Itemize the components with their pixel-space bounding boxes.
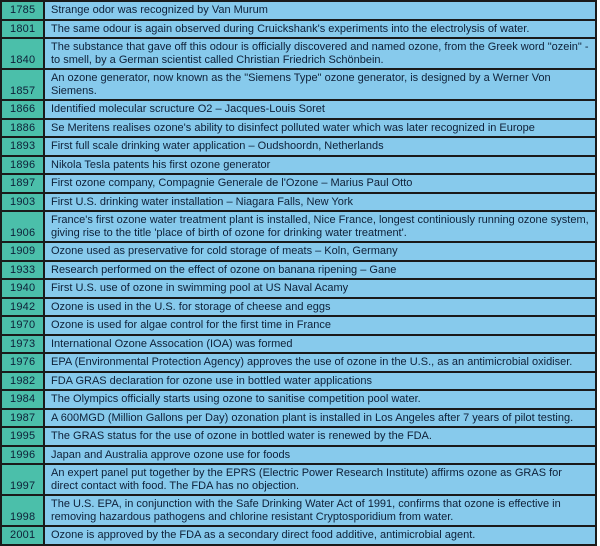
event-cell: An expert panel put together by the EPRS (Electric Power Research Institute) affirms ozone as GRAS for direct contact with food. The FDA has no objection. [44, 464, 596, 495]
table-row [1, 193, 596, 212]
event-cell: The Olympics officially starts using ozone to sanitise competition pool water. [44, 390, 596, 409]
year-cell: 1909 [1, 242, 44, 261]
event-cell: Ozone is used for algae control for the first time in France [44, 316, 596, 335]
year-cell: 1840 [1, 38, 44, 69]
event-cell: Japan and Australia approve ozone use for foods [44, 446, 596, 465]
year-cell: 1976 [1, 353, 44, 372]
table-row [1, 137, 596, 156]
event-cell: First U.S. use of ozone in swimming pool at US Naval Acamy [44, 279, 596, 298]
event-cell: First U.S. drinking water installation – Niagara Falls, New York [44, 193, 596, 212]
year-cell: 2001 [1, 526, 44, 545]
event-cell: Identified molecular scructure O2 – Jacques-Louis Soret [44, 100, 596, 119]
table-row [1, 174, 596, 193]
table-row [1, 211, 596, 242]
year-cell: 1982 [1, 372, 44, 391]
event-cell: The GRAS status for the use of ozone in bottled water is renewed by the FDA. [44, 427, 596, 446]
event-cell: Research performed on the effect of ozone on banana ripening – Gane [44, 261, 596, 280]
table-row [1, 100, 596, 119]
table-row [1, 119, 596, 138]
table-row [1, 279, 596, 298]
table-row [1, 464, 596, 495]
year-cell: 1801 [1, 20, 44, 39]
table-row [1, 353, 596, 372]
table-row [1, 1, 596, 20]
table-row [1, 526, 596, 545]
year-cell: 1973 [1, 335, 44, 354]
table-row [1, 38, 596, 69]
event-cell: Ozone is used in the U.S. for storage of cheese and eggs [44, 298, 596, 317]
year-cell: 1987 [1, 409, 44, 428]
table-row [1, 495, 596, 526]
year-cell: 1896 [1, 156, 44, 175]
table-row [1, 156, 596, 175]
event-cell: Strange odor was recognized by Van Murum [44, 1, 596, 20]
event-cell: EPA (Environmental Protection Agency) approves the use of ozone in the U.S., as an antimicrobial oxidiser. [44, 353, 596, 372]
event-cell: The same odour is again observed during Cruickshank's experiments into the electrolysis of water. [44, 20, 596, 39]
year-cell: 1995 [1, 427, 44, 446]
year-cell: 1998 [1, 495, 44, 526]
year-cell: 1940 [1, 279, 44, 298]
event-cell: An ozone generator, now known as the "Siemens Type" ozone generator, is designed by a Werner Von Siemens. [44, 69, 596, 100]
year-cell: 1970 [1, 316, 44, 335]
table-row [1, 409, 596, 428]
year-cell: 1785 [1, 1, 44, 20]
event-cell: The substance that gave off this odour is officially discovered and named ozone, from the Greek word "ozein" - to smell, by a German scientist called Christian Friedrich Schönbein. [44, 38, 596, 69]
event-cell: France's first ozone water treatment plant is installed, Nice France, longest continiously running ozone system, giving rise to the title 'place of birth of ozone for drinking water treatment'. [44, 211, 596, 242]
year-cell: 1997 [1, 464, 44, 495]
event-cell: First full scale drinking water application – Oudshoordn, Netherlands [44, 137, 596, 156]
event-cell: Nikola Tesla patents his first ozone generator [44, 156, 596, 175]
event-cell: A 600MGD (Million Gallons per Day) ozonation plant is installed in Los Angeles after 7 years of pilot testing. [44, 409, 596, 428]
year-cell: 1857 [1, 69, 44, 100]
table-row [1, 298, 596, 317]
table-row [1, 335, 596, 354]
table-body [1, 1, 596, 545]
year-cell: 1897 [1, 174, 44, 193]
event-cell: Ozone is approved by the FDA as a secondary direct food additive, antimicrobial agent. [44, 526, 596, 545]
year-cell: 1996 [1, 446, 44, 465]
event-cell: FDA GRAS declaration for ozone use in bottled water applications [44, 372, 596, 391]
year-cell: 1893 [1, 137, 44, 156]
event-cell: Se Meritens realises ozone's ability to disinfect polluted water which was later recognized in Europe [44, 119, 596, 138]
table-row [1, 446, 596, 465]
event-cell: The U.S. EPA, in conjunction with the Safe Drinking Water Act of 1991, confirms that ozone is effective in removing hazardous pathogens and chlorine resistant Cryptosporidium from water. [44, 495, 596, 526]
year-cell: 1866 [1, 100, 44, 119]
year-cell: 1942 [1, 298, 44, 317]
table-row [1, 390, 596, 409]
table-row [1, 242, 596, 261]
year-cell: 1886 [1, 119, 44, 138]
table-row [1, 316, 596, 335]
event-cell: International Ozone Assocation (IOA) was formed [44, 335, 596, 354]
event-cell: Ozone used as preservative for cold storage of meats – Koln, Germany [44, 242, 596, 261]
year-cell: 1933 [1, 261, 44, 280]
year-cell: 1984 [1, 390, 44, 409]
table-row [1, 372, 596, 391]
year-cell: 1906 [1, 211, 44, 242]
table-row [1, 427, 596, 446]
table-row [1, 69, 596, 100]
event-cell: First ozone company, Compagnie Generale de l'Ozone – Marius Paul Otto [44, 174, 596, 193]
table-row [1, 20, 596, 39]
table-row [1, 261, 596, 280]
year-cell: 1903 [1, 193, 44, 212]
